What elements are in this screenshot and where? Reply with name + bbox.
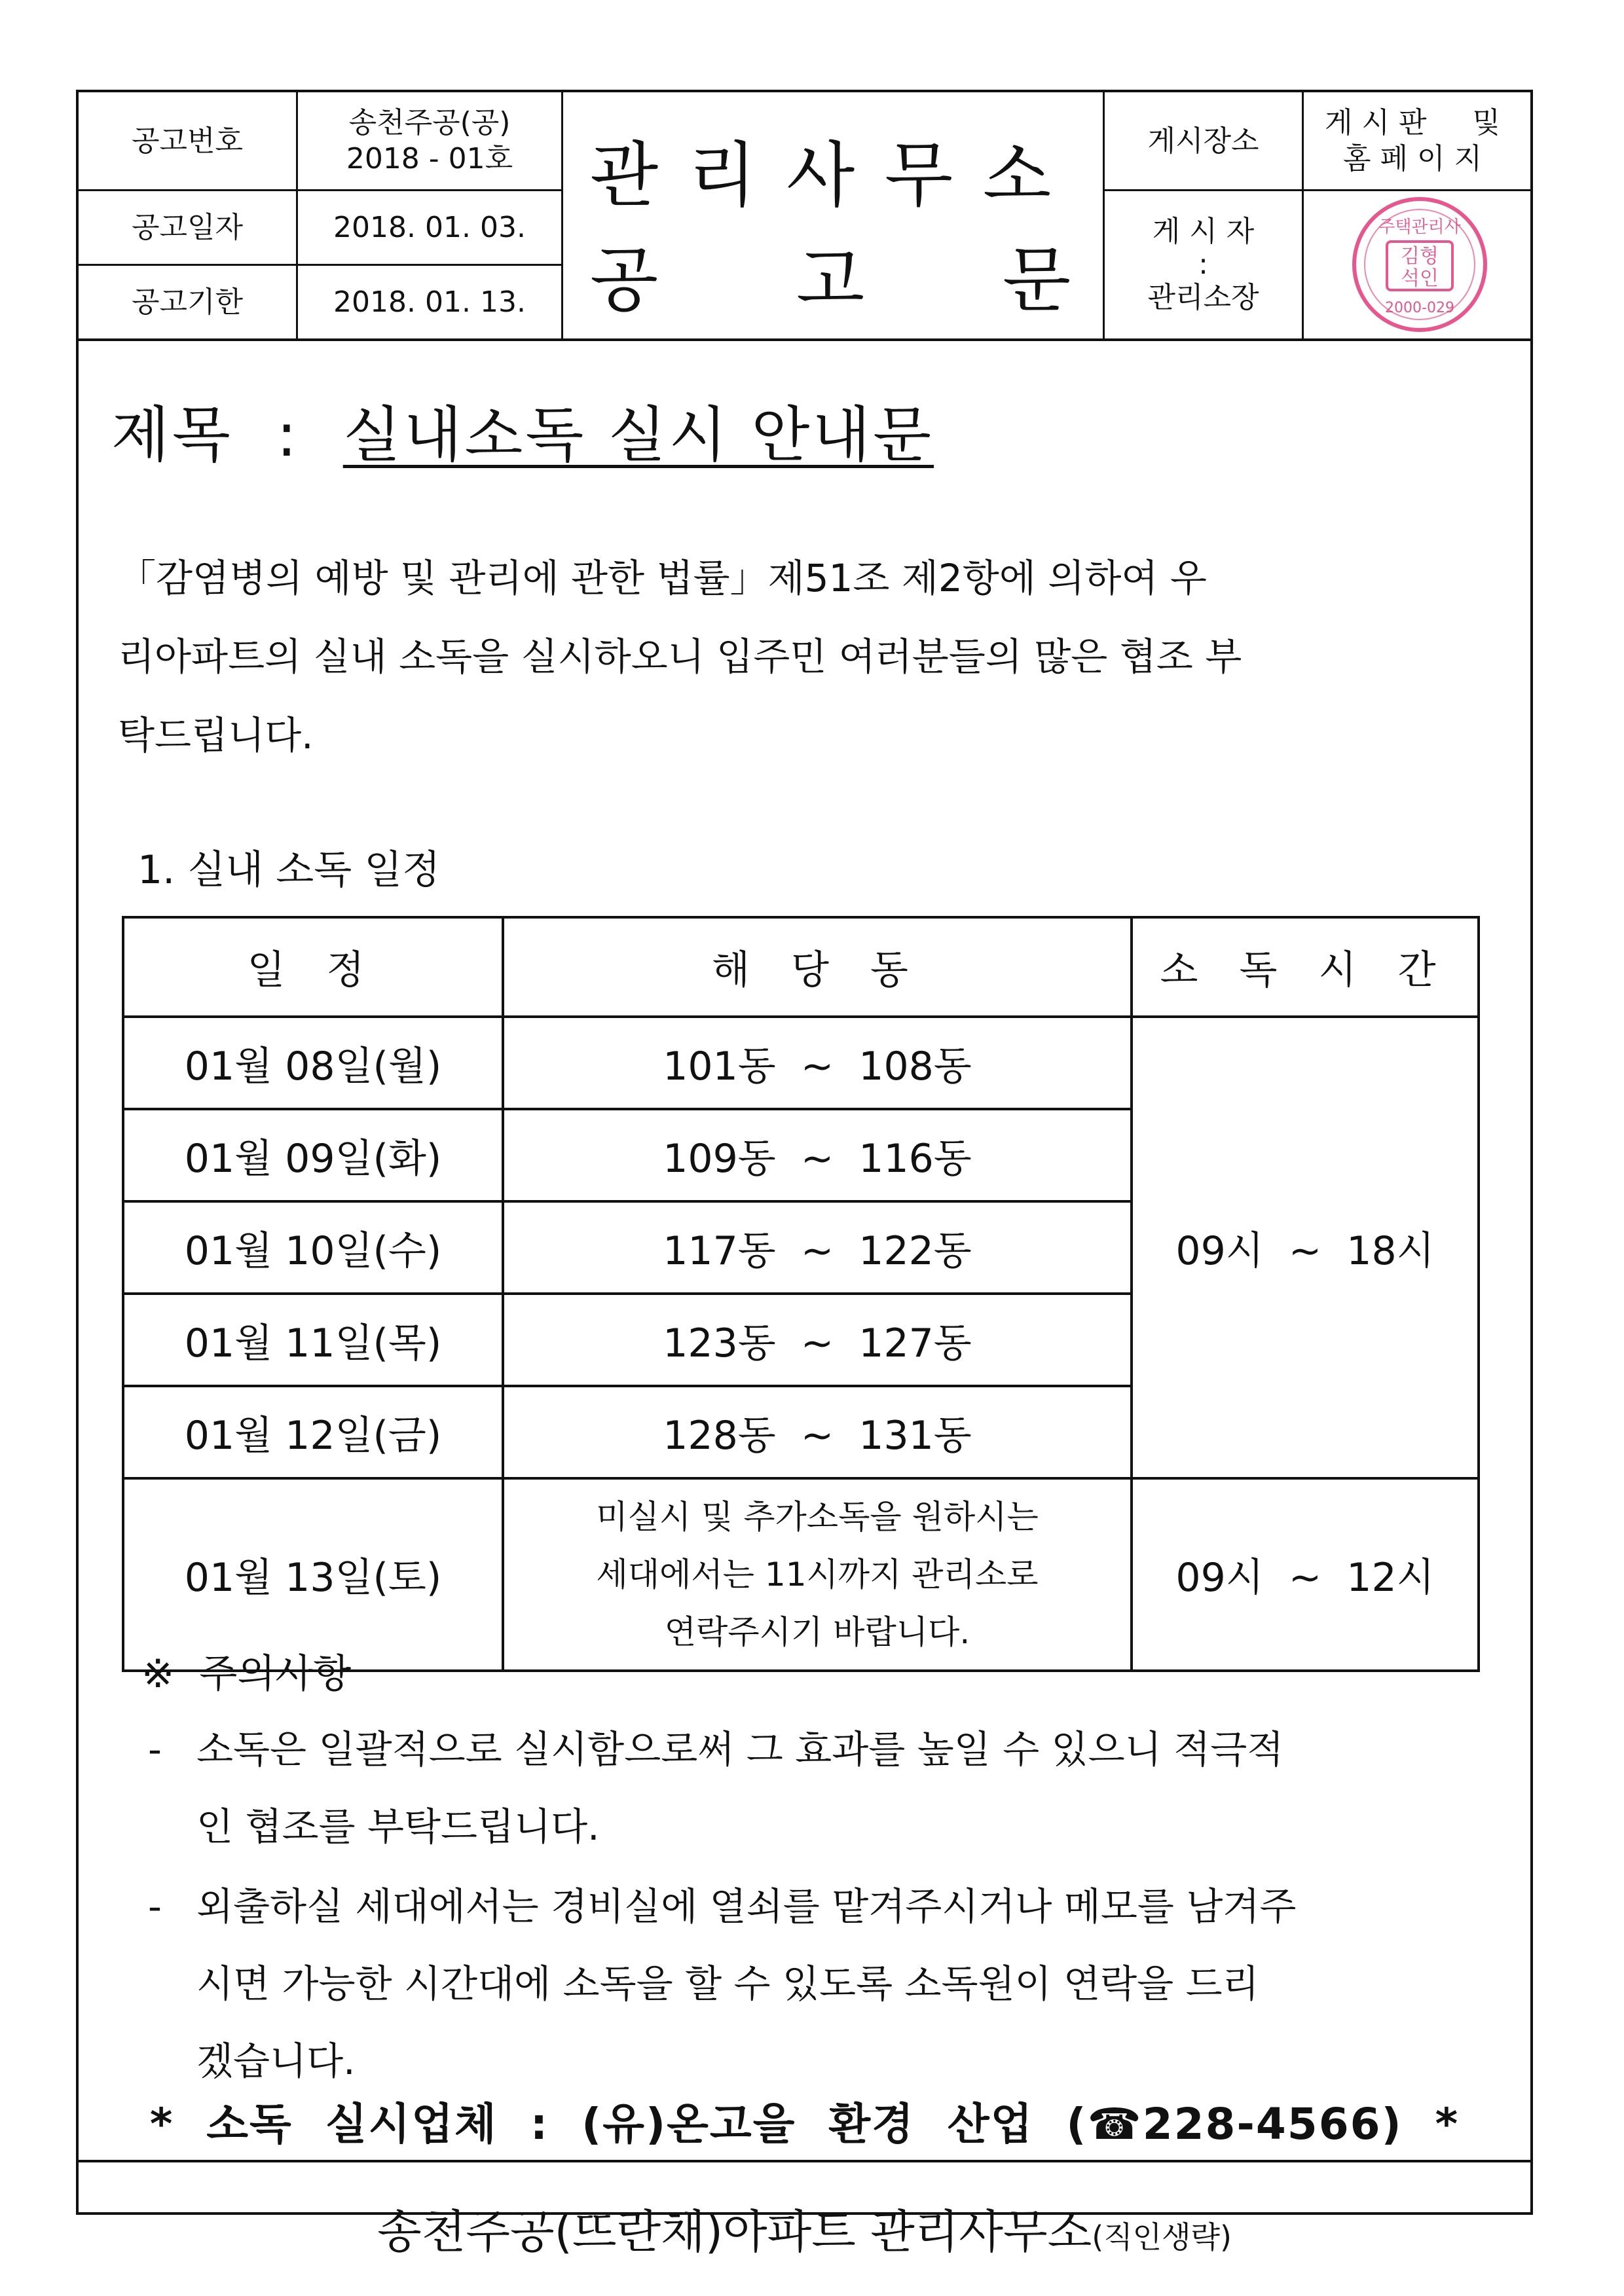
subject-title: 실내소독 실시 안내문 [342,400,934,470]
row-buildings: 123동 ~ 127동 [503,1294,1132,1386]
poster-label-line2: : [1198,247,1208,282]
schedule-table [122,916,1480,1672]
title-char: 리 [688,135,760,217]
svg-text:주택관리사: 주택관리사 [1378,217,1461,237]
section1-title: 1. 실내 소독 일정 [138,847,441,893]
item2-line3: 겠습니다. [196,2039,356,2083]
notice-no [298,92,561,189]
poster-label [1105,191,1302,338]
note-line1: 미실시 및 추가소독을 원하시는 [596,1498,1039,1536]
official-seal-stamp [1350,194,1490,335]
weekday-time: 09시 ~ 18시 [1132,1017,1479,1478]
bullet-dash: - [148,1727,162,1772]
table-header-row [123,917,1479,1017]
row-note [503,1478,1132,1671]
header-buildings: 해 당 동 [503,917,1132,1017]
svg-text:김형: 김형 [1401,245,1439,268]
row-date: 01월 08일(월) [123,1017,503,1109]
row-buildings: 101동 ~ 108동 [503,1017,1132,1109]
notice-no-label: 공고번호 [131,124,243,158]
svg-text:2000-029: 2000-029 [1385,300,1454,316]
caution-title: ※ 주의사항 [141,1651,352,1697]
deadline-label: 공고기한 [131,285,243,319]
poster-label-line1: 게 시 자 [1152,214,1255,248]
title-char: 소 [982,135,1054,217]
row-date: 01월 13일(토) [123,1478,503,1671]
note-line2: 세대에서는 11시까지 관리소로 [596,1556,1039,1594]
title-char: 공 [589,240,661,321]
notice-date-label: 공고일자 [131,211,243,244]
intro-line1: 「감염병의 예방 및 관리에 관한 법률」제51조 제2항에 의하여 우 [118,556,1207,600]
notice-date: 2018. 01. 03. [333,211,526,244]
subject [111,387,934,473]
disinfection-company: * 소독 실시업체 : (유)온고을 환경 산업 (☎228-4566) * [149,2099,1460,2149]
post-place-label: 게시장소 [1147,124,1259,158]
title-char: 무 [884,135,956,217]
title-char: 관 [589,135,661,217]
caution-item-1 [148,1711,1536,1868]
row-buildings: 109동 ~ 116동 [503,1109,1132,1201]
title-char: 문 [1002,240,1074,321]
title-line1 [576,118,1067,220]
note-line3: 연락주시기 바랍니다. [664,1613,970,1651]
footer-office-name: 송천주공(뜨란채)아파트 관리사무소 [377,2205,1092,2259]
footer [79,2195,1530,2261]
intro-line2: 리아파트의 실내 소독을 실시하오니 입주민 여러분들의 많은 협조 부 [118,634,1242,679]
notice-frame [76,90,1533,2259]
item2-line1: 외출하실 세대에서는 경비실에 열쇠를 맡겨주시거나 메모를 남겨주 [196,1884,1297,1929]
saturday-time: 09시 ~ 12시 [1132,1478,1479,1671]
deadline: 2018. 01. 13. [333,285,526,319]
header-time: 소 독 시 간 [1132,917,1479,1017]
notice-no-line1: 송천주공(공) [348,106,511,139]
table-row [123,1478,1479,1671]
item1-line1: 소독은 일괄적으로 실시함으로써 그 효과를 높일 수 있으니 적극적 [196,1727,1284,1772]
intro-line3: 탁드립니다. [118,713,314,757]
post-place [1304,92,1530,189]
row-buildings: 117동 ~ 122동 [503,1201,1132,1294]
title-char: 고 [796,240,868,321]
footer-seal-omitted: (직인생략) [1092,2219,1232,2255]
post-place-line2: 홈페이지 [1342,142,1491,175]
header-date: 일 정 [123,917,503,1017]
title-char: 사 [786,135,858,217]
item2-line2: 시면 가능한 시간대에 소독을 할 수 있도록 소독원이 연락을 드리 [196,1961,1259,2006]
caution-item-2 [148,1868,1536,2104]
svg-text:석인: 석인 [1401,267,1439,290]
row-date: 01월 10일(수) [123,1201,503,1294]
bullet-dash: - [148,1884,162,1929]
row-date: 01월 12일(금) [123,1386,503,1478]
item1-line2: 인 협조를 부탁드립니다. [196,1804,600,1849]
poster-label-line3: 관리소장 [1147,280,1259,314]
notice-no-line2: 2018 - 01호 [346,142,513,175]
notice-header [79,92,1530,341]
table-row [123,1017,1479,1109]
title-line2 [576,223,1087,325]
row-date: 01월 11일(목) [123,1294,503,1386]
row-buildings: 128동 ~ 131동 [503,1386,1132,1478]
subject-prefix: 제목 : [111,400,343,470]
row-date: 01월 09일(화) [123,1109,503,1201]
post-place-line1: 게시판 및 [1325,106,1509,139]
